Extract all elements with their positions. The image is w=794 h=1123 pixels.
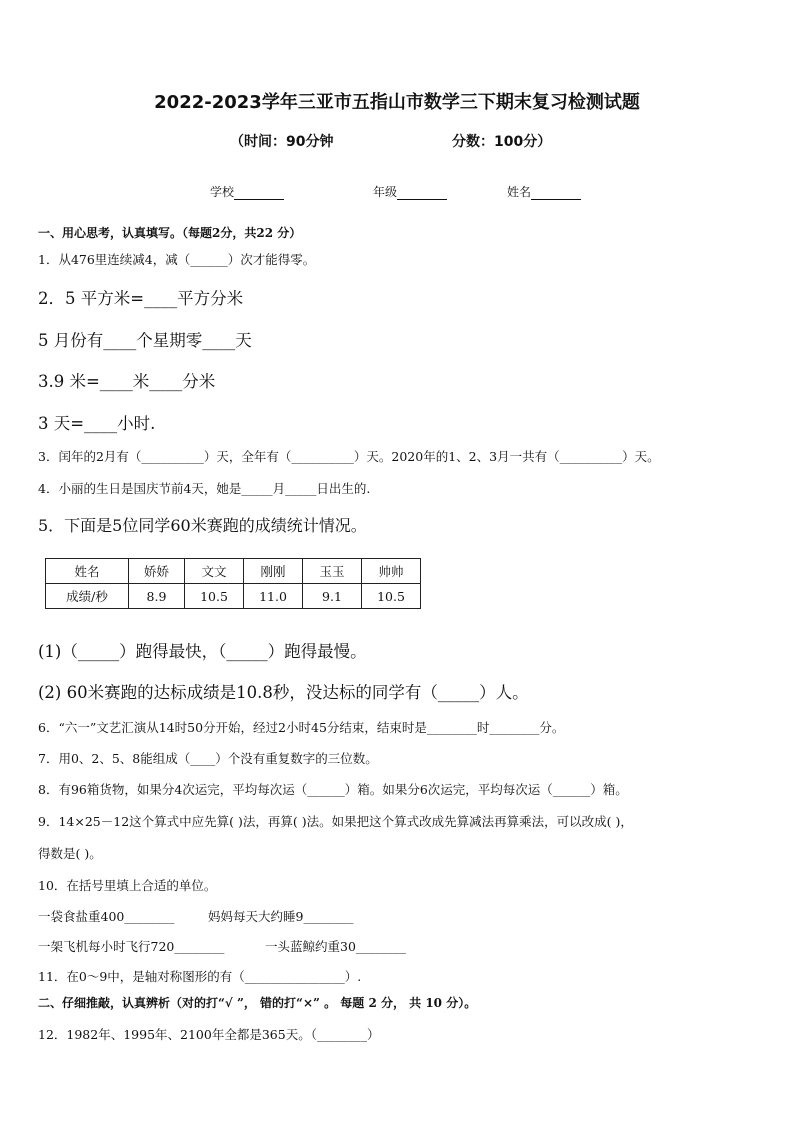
grade-blank xyxy=(397,187,447,200)
table-cell: 帅帅 xyxy=(362,559,421,584)
table-row xyxy=(46,584,421,609)
name-field xyxy=(507,183,581,200)
score-table xyxy=(45,558,421,609)
table-cell: 娇娇 xyxy=(129,559,185,584)
table-cell: 文文 xyxy=(185,559,244,584)
time-label: （时间：90分钟 xyxy=(230,134,334,150)
question-9b: 得数是( )。 xyxy=(38,846,102,861)
question-10c: 一架飞机每小时飞行720________ xyxy=(38,939,225,954)
table-cell: 刚刚 xyxy=(244,559,303,584)
name-label: 姓名 xyxy=(507,185,532,199)
question-2a: 2．5 平方米=____平方分米 xyxy=(38,289,244,308)
grade-label: 年级 xyxy=(373,185,398,199)
question-9a: 9．14×25－12这个算式中应先算( )法，再算( )法。如果把这个算式改成先算减法再算乘法，可以改成( )， xyxy=(38,814,633,829)
page-title: 2022-2023学年三亚市五指山市数学三下期末复习检测试题 xyxy=(154,92,640,113)
question-2d: 3 天=____小时. xyxy=(38,414,156,433)
table-cell: 10.5 xyxy=(185,584,244,609)
table-cell: 8.9 xyxy=(129,584,185,609)
question-10d: 一头蓝鲸约重30________ xyxy=(265,939,406,954)
table-cell: 玉玉 xyxy=(303,559,362,584)
name-blank xyxy=(531,187,581,200)
school-label: 学校 xyxy=(210,185,235,199)
question-3: 3．闰年的2月有（__________）天，全年有（__________）天。2020年的1、2、3月一共有（__________）天。 xyxy=(38,449,660,464)
question-12: 12．1982年、1995年、2100年全都是365天。（________） xyxy=(38,1027,380,1042)
question-6: 6．“六一”文艺汇演从14时50分开始，经过2小时45分结束，结束时是________时________分。 xyxy=(38,720,565,735)
question-7: 7．用0、2、5、8能组成（____）个没有重复数字的三位数。 xyxy=(38,751,378,766)
question-11: 11．在0～9中，是轴对称图形的有（________________）. xyxy=(38,969,362,984)
school-blank xyxy=(234,187,284,200)
table-cell: 9.1 xyxy=(303,584,362,609)
question-5-1: (1)（_____）跑得最快，（_____）跑得最慢。 xyxy=(38,642,367,661)
question-5-2: (2) 60米赛跑的达标成绩是10.8秒，没达标的同学有（_____）人。 xyxy=(38,683,529,702)
table-cell: 成绩/秒 xyxy=(46,584,129,609)
section-2-heading: 二、仔细推敲，认真辨析（对的打“√ ”， 错的打“×” 。 每题 2 分， 共 10 分）。 xyxy=(38,996,477,1010)
table-header-row xyxy=(46,559,421,584)
question-8: 8．有96箱货物，如果分4次运完，平均每次运（______）箱。如果分6次运完，平均每次运（______）箱。 xyxy=(38,782,628,797)
school-field xyxy=(210,183,284,200)
table-cell: 11.0 xyxy=(244,584,303,609)
question-10b: 妈妈每天大约睡9________ xyxy=(208,909,354,924)
question-1: 1．从476里连续减4，减（______）次才能得零。 xyxy=(38,252,316,267)
question-2c: 3.9 米=____米____分米 xyxy=(38,372,216,391)
question-4: 4．小丽的生日是国庆节前4天，她是_____月_____日出生的. xyxy=(38,481,371,496)
score-label: 分数：100分） xyxy=(452,134,552,150)
question-2b: 5 月份有____个星期零____天 xyxy=(38,331,252,350)
section-1-heading: 一、用心思考，认真填写。（每题2分，共22 分） xyxy=(38,226,302,240)
question-10: 10．在括号里填上合适的单位。 xyxy=(38,878,217,893)
grade-field xyxy=(373,183,447,200)
table-cell: 姓名 xyxy=(46,559,129,584)
table-cell: 10.5 xyxy=(362,584,421,609)
question-10a: 一袋食盐重400________ xyxy=(38,909,175,924)
question-5: 5．下面是5位同学60米赛跑的成绩统计情况。 xyxy=(38,516,367,535)
